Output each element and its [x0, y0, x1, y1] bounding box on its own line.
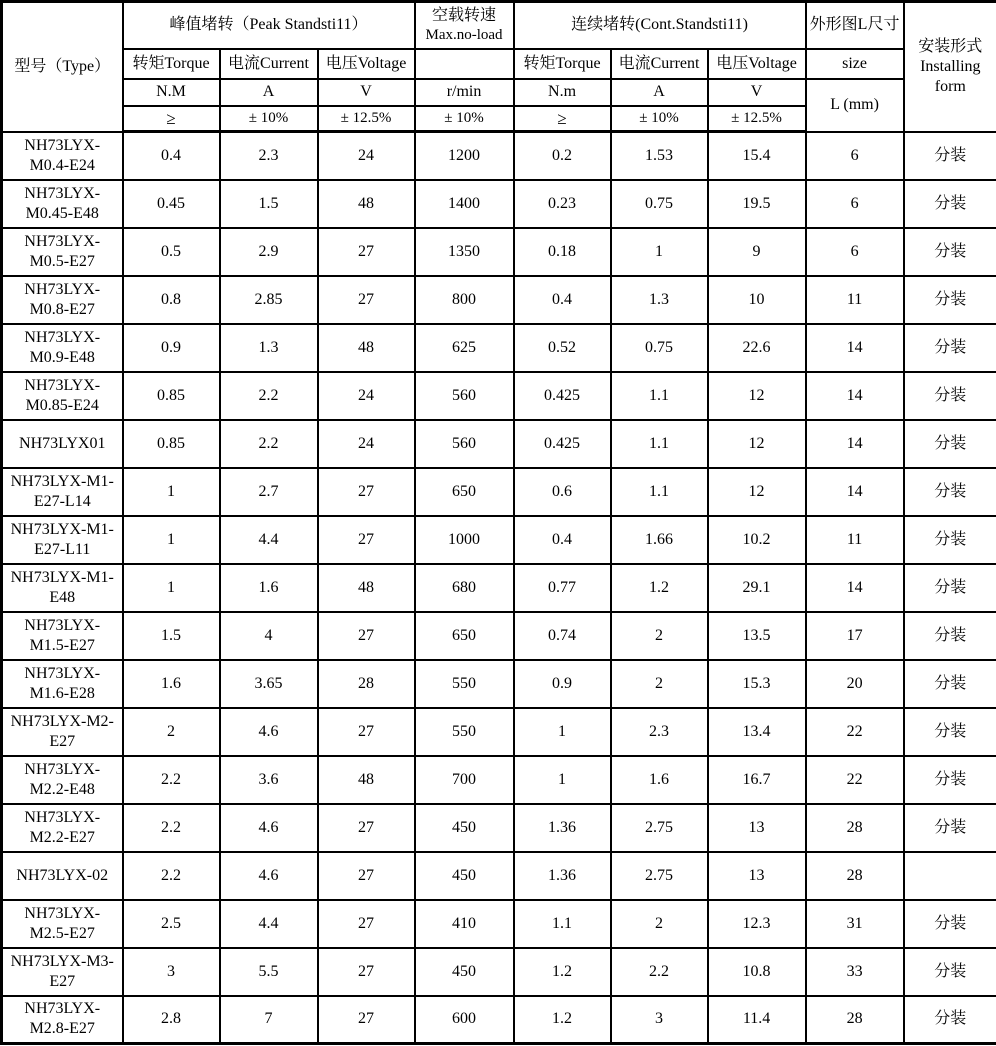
cell-cont-current: 2.75: [611, 804, 708, 852]
cell-no-load-speed: 450: [415, 804, 514, 852]
cell-cont-voltage: 12.3: [708, 900, 806, 948]
cell-peak-voltage: 27: [318, 516, 415, 564]
cell-no-load-speed: 560: [415, 420, 514, 468]
cell-peak-torque: 0.85: [123, 372, 220, 420]
unit-peak-voltage: V: [318, 79, 415, 106]
cell-peak-voltage: 48: [318, 324, 415, 372]
cell-length: 28: [806, 804, 904, 852]
tol-cont-current: ± 10%: [611, 106, 708, 132]
cell-peak-torque: 0.85: [123, 420, 220, 468]
cell-peak-voltage: 27: [318, 708, 415, 756]
cell-cont-torque: 1.36: [514, 852, 611, 900]
cell-peak-current: 4.6: [220, 708, 318, 756]
cell-cont-voltage: 10.8: [708, 948, 806, 996]
cell-cont-voltage: 11.4: [708, 996, 806, 1044]
table-body: [2, 132, 996, 1044]
cell-cont-torque: 0.9: [514, 660, 611, 708]
cell-cont-current: 1.66: [611, 516, 708, 564]
cell-peak-current: 3.65: [220, 660, 318, 708]
unit-cont-torque: N.m: [514, 79, 611, 106]
table-row: [2, 708, 996, 756]
cell-peak-voltage: 28: [318, 660, 415, 708]
cell-length: 6: [806, 228, 904, 276]
cell-install: 分装: [904, 228, 996, 276]
cell-peak-current: 1.5: [220, 180, 318, 228]
cell-cont-torque: 0.4: [514, 516, 611, 564]
cell-install: 分装: [904, 996, 996, 1044]
cell-peak-current: 2.9: [220, 228, 318, 276]
cell-length: 28: [806, 996, 904, 1044]
table-row: [2, 660, 996, 708]
cell-no-load-speed: 1200: [415, 132, 514, 180]
cell-cont-torque: 1.1: [514, 900, 611, 948]
cell-peak-voltage: 27: [318, 612, 415, 660]
cell-no-load-speed: 560: [415, 372, 514, 420]
cell-cont-current: 0.75: [611, 324, 708, 372]
header-no-load-speed: [415, 2, 514, 49]
cell-no-load-speed: 680: [415, 564, 514, 612]
cell-cont-current: 3: [611, 996, 708, 1044]
cell-cont-voltage: 12: [708, 372, 806, 420]
cell-peak-voltage: 27: [318, 228, 415, 276]
header-cont-standstill-group: 连续堵转(Cont.Standsti11): [514, 2, 806, 49]
cell-type: NH73LYX-M0.4-E24: [2, 132, 123, 180]
cell-cont-voltage: 13.5: [708, 612, 806, 660]
cell-cont-torque: 0.2: [514, 132, 611, 180]
cell-cont-torque: 0.74: [514, 612, 611, 660]
cell-cont-voltage: 9: [708, 228, 806, 276]
cell-peak-current: 2.2: [220, 372, 318, 420]
table-row: [2, 948, 996, 996]
cell-peak-torque: 2.8: [123, 996, 220, 1044]
header-installing-form: [904, 2, 996, 132]
cell-type: NH73LYX-02: [2, 852, 123, 900]
cell-peak-torque: 2: [123, 708, 220, 756]
header-peak-voltage: 电压Voltage: [318, 49, 415, 79]
cell-cont-torque: 0.425: [514, 372, 611, 420]
cell-install: 分装: [904, 276, 996, 324]
cell-cont-torque: 0.425: [514, 420, 611, 468]
cell-type: NH73LYX-M2.8-E27: [2, 996, 123, 1044]
cell-peak-current: 4.6: [220, 852, 318, 900]
cell-length: 6: [806, 132, 904, 180]
unit-speed: r/min: [415, 79, 514, 106]
cell-peak-current: 4: [220, 612, 318, 660]
cell-cont-torque: 0.4: [514, 276, 611, 324]
cell-length: 20: [806, 660, 904, 708]
cell-type: NH73LYX-M2.2-E48: [2, 756, 123, 804]
cell-length: 14: [806, 324, 904, 372]
cell-no-load-speed: 600: [415, 996, 514, 1044]
cell-cont-voltage: 12: [708, 420, 806, 468]
table-row: [2, 900, 996, 948]
cell-length: 11: [806, 516, 904, 564]
cell-cont-voltage: 16.7: [708, 756, 806, 804]
cell-cont-current: 2: [611, 900, 708, 948]
table-row: [2, 516, 996, 564]
table-row: [2, 276, 996, 324]
cell-type: NH73LYX-M1-E27-L14: [2, 468, 123, 516]
cell-install: 分装: [904, 900, 996, 948]
cell-no-load-speed: 410: [415, 900, 514, 948]
header-installing-form-en1: Installing: [920, 57, 981, 75]
header-cont-voltage: 电压Voltage: [708, 49, 806, 79]
cell-install: 分装: [904, 708, 996, 756]
table-row: [2, 564, 996, 612]
cell-type: NH73LYX-M0.5-E27: [2, 228, 123, 276]
tol-speed: ± 10%: [415, 106, 514, 132]
cell-peak-torque: 1.6: [123, 660, 220, 708]
cell-peak-current: 4.4: [220, 900, 318, 948]
cell-peak-current: 5.5: [220, 948, 318, 996]
cell-length: 17: [806, 612, 904, 660]
cell-length: 22: [806, 756, 904, 804]
cell-cont-torque: 0.52: [514, 324, 611, 372]
cell-peak-voltage: 27: [318, 852, 415, 900]
cell-peak-voltage: 27: [318, 468, 415, 516]
cell-length: 14: [806, 420, 904, 468]
cell-install: 分装: [904, 468, 996, 516]
table-row: [2, 756, 996, 804]
cell-no-load-speed: 700: [415, 756, 514, 804]
cell-peak-voltage: 27: [318, 948, 415, 996]
tol-cont-torque: ≥: [514, 106, 611, 132]
cell-cont-voltage: 10.2: [708, 516, 806, 564]
cell-peak-torque: 2.2: [123, 852, 220, 900]
table-row: [2, 324, 996, 372]
header-row-1: [2, 2, 996, 49]
cell-install: 分装: [904, 324, 996, 372]
table-row: [2, 804, 996, 852]
cell-cont-torque: 1: [514, 756, 611, 804]
cell-no-load-speed: 800: [415, 276, 514, 324]
cell-cont-torque: 1: [514, 708, 611, 756]
cell-cont-torque: 1.2: [514, 996, 611, 1044]
table-row: [2, 612, 996, 660]
cell-cont-current: 2: [611, 612, 708, 660]
cell-type: NH73LYX-M1.6-E28: [2, 660, 123, 708]
cell-length: 31: [806, 900, 904, 948]
cell-install: 分装: [904, 948, 996, 996]
cell-no-load-speed: 450: [415, 948, 514, 996]
cell-cont-current: 1.3: [611, 276, 708, 324]
cell-peak-current: 1.3: [220, 324, 318, 372]
cell-cont-voltage: 15.3: [708, 660, 806, 708]
header-size-label: size: [806, 49, 904, 79]
cell-peak-torque: 2.2: [123, 756, 220, 804]
cell-cont-torque: 1.2: [514, 948, 611, 996]
header-outline-size-group: 外形图L尺寸: [806, 2, 904, 49]
cell-length: 6: [806, 180, 904, 228]
table-row: [2, 468, 996, 516]
cell-type: NH73LYX-M0.45-E48: [2, 180, 123, 228]
cell-peak-voltage: 27: [318, 276, 415, 324]
cell-install: 分装: [904, 660, 996, 708]
cell-cont-voltage: 13: [708, 852, 806, 900]
cell-peak-current: 7: [220, 996, 318, 1044]
header-peak-current: 电流Current: [220, 49, 318, 79]
cell-peak-current: 2.3: [220, 132, 318, 180]
cell-install: 分装: [904, 132, 996, 180]
cell-length: 22: [806, 708, 904, 756]
header-type: 型号（Type）: [2, 2, 123, 132]
cell-type: NH73LYX-M1-E27-L11: [2, 516, 123, 564]
cell-peak-voltage: 27: [318, 996, 415, 1044]
cell-peak-voltage: 48: [318, 180, 415, 228]
cell-no-load-speed: 1000: [415, 516, 514, 564]
cell-no-load-speed: 625: [415, 324, 514, 372]
cell-type: NH73LYX-M0.8-E27: [2, 276, 123, 324]
cell-cont-torque: 0.6: [514, 468, 611, 516]
header-no-load-empty-cell: [415, 49, 514, 79]
cell-cont-voltage: 22.6: [708, 324, 806, 372]
table-row: [2, 996, 996, 1044]
cell-peak-voltage: 24: [318, 372, 415, 420]
cell-no-load-speed: 450: [415, 852, 514, 900]
cell-type: NH73LYX-M2.5-E27: [2, 900, 123, 948]
cell-peak-current: 3.6: [220, 756, 318, 804]
cell-peak-torque: 0.4: [123, 132, 220, 180]
cell-no-load-speed: 650: [415, 468, 514, 516]
tol-peak-torque: ≥: [123, 106, 220, 132]
cell-cont-torque: 0.18: [514, 228, 611, 276]
cell-cont-current: 1.53: [611, 132, 708, 180]
cell-no-load-speed: 1400: [415, 180, 514, 228]
cell-length: 28: [806, 852, 904, 900]
cell-cont-voltage: 15.4: [708, 132, 806, 180]
cell-cont-current: 1: [611, 228, 708, 276]
cell-peak-current: 1.6: [220, 564, 318, 612]
cell-type: NH73LYX-M1-E48: [2, 564, 123, 612]
header-row-2: [2, 49, 996, 79]
header-peak-standstill-group: 峰值堵转（Peak Standsti11）: [123, 2, 415, 49]
cell-cont-current: 0.75: [611, 180, 708, 228]
header-row-3: [2, 79, 996, 106]
cell-peak-torque: 1: [123, 564, 220, 612]
table-row: [2, 372, 996, 420]
cell-cont-voltage: 13: [708, 804, 806, 852]
cell-type: NH73LYX01: [2, 420, 123, 468]
cell-length: 14: [806, 372, 904, 420]
cell-peak-torque: 0.8: [123, 276, 220, 324]
cell-peak-current: 2.85: [220, 276, 318, 324]
cell-no-load-speed: 550: [415, 660, 514, 708]
table-row: [2, 420, 996, 468]
cell-peak-voltage: 48: [318, 564, 415, 612]
header-cont-current: 电流Current: [611, 49, 708, 79]
cell-no-load-speed: 550: [415, 708, 514, 756]
header-installing-form-en2: form: [934, 77, 966, 95]
cell-cont-current: 1.6: [611, 756, 708, 804]
cell-cont-current: 1.1: [611, 468, 708, 516]
cell-cont-torque: 0.23: [514, 180, 611, 228]
table-row: [2, 228, 996, 276]
cell-type: NH73LYX-M2.2-E27: [2, 804, 123, 852]
cell-install: [904, 852, 996, 900]
table-row: [2, 852, 996, 900]
table-row: [2, 180, 996, 228]
cell-peak-voltage: 48: [318, 756, 415, 804]
cell-install: 分装: [904, 612, 996, 660]
cell-install: 分装: [904, 180, 996, 228]
header-no-load-speed-cn: 空载转速: [432, 6, 497, 24]
cell-length: 11: [806, 276, 904, 324]
cell-peak-current: 2.7: [220, 468, 318, 516]
cell-peak-voltage: 27: [318, 900, 415, 948]
cell-cont-voltage: 19.5: [708, 180, 806, 228]
cell-cont-voltage: 10: [708, 276, 806, 324]
unit-cont-voltage: V: [708, 79, 806, 106]
cell-cont-voltage: 12: [708, 468, 806, 516]
cell-cont-voltage: 13.4: [708, 708, 806, 756]
cell-peak-voltage: 24: [318, 132, 415, 180]
cell-length: 14: [806, 564, 904, 612]
cell-peak-torque: 3: [123, 948, 220, 996]
tol-cont-voltage: ± 12.5%: [708, 106, 806, 132]
cell-cont-torque: 1.36: [514, 804, 611, 852]
cell-cont-current: 1.1: [611, 372, 708, 420]
cell-install: 分装: [904, 804, 996, 852]
cell-install: 分装: [904, 516, 996, 564]
header-peak-torque: 转矩Torque: [123, 49, 220, 79]
cell-peak-torque: 1: [123, 516, 220, 564]
cell-peak-torque: 0.9: [123, 324, 220, 372]
cell-peak-current: 4.4: [220, 516, 318, 564]
cell-peak-torque: 1.5: [123, 612, 220, 660]
cell-peak-torque: 2.2: [123, 804, 220, 852]
unit-length: L (mm): [806, 79, 904, 132]
header-no-load-speed-en: Max.no-load: [425, 26, 503, 43]
cell-peak-voltage: 24: [318, 420, 415, 468]
tol-peak-voltage: ± 12.5%: [318, 106, 415, 132]
cell-type: NH73LYX-M3-E27: [2, 948, 123, 996]
cell-install: 分装: [904, 372, 996, 420]
unit-cont-current: A: [611, 79, 708, 106]
cell-peak-torque: 0.5: [123, 228, 220, 276]
cell-cont-current: 1.1: [611, 420, 708, 468]
header-cont-torque: 转矩Torque: [514, 49, 611, 79]
cell-cont-torque: 0.77: [514, 564, 611, 612]
header-installing-form-cn: 安装形式: [918, 37, 983, 55]
cell-peak-current: 2.2: [220, 420, 318, 468]
cell-type: NH73LYX-M0.9-E48: [2, 324, 123, 372]
cell-install: 分装: [904, 564, 996, 612]
cell-length: 33: [806, 948, 904, 996]
cell-cont-current: 2: [611, 660, 708, 708]
cell-no-load-speed: 650: [415, 612, 514, 660]
table-row: [2, 132, 996, 180]
cell-cont-current: 2.2: [611, 948, 708, 996]
cell-type: NH73LYX-M2-E27: [2, 708, 123, 756]
cell-peak-torque: 1: [123, 468, 220, 516]
cell-type: NH73LYX-M1.5-E27: [2, 612, 123, 660]
cell-peak-torque: 2.5: [123, 900, 220, 948]
cell-cont-current: 2.75: [611, 852, 708, 900]
cell-length: 14: [806, 468, 904, 516]
cell-cont-voltage: 29.1: [708, 564, 806, 612]
cell-peak-voltage: 27: [318, 804, 415, 852]
cell-install: 分装: [904, 756, 996, 804]
unit-peak-current: A: [220, 79, 318, 106]
unit-peak-torque: N.M: [123, 79, 220, 106]
cell-type: NH73LYX-M0.85-E24: [2, 372, 123, 420]
cell-no-load-speed: 1350: [415, 228, 514, 276]
cell-peak-current: 4.6: [220, 804, 318, 852]
tol-peak-current: ± 10%: [220, 106, 318, 132]
cell-peak-torque: 0.45: [123, 180, 220, 228]
cell-cont-current: 2.3: [611, 708, 708, 756]
cell-cont-current: 1.2: [611, 564, 708, 612]
cell-install: 分装: [904, 420, 996, 468]
